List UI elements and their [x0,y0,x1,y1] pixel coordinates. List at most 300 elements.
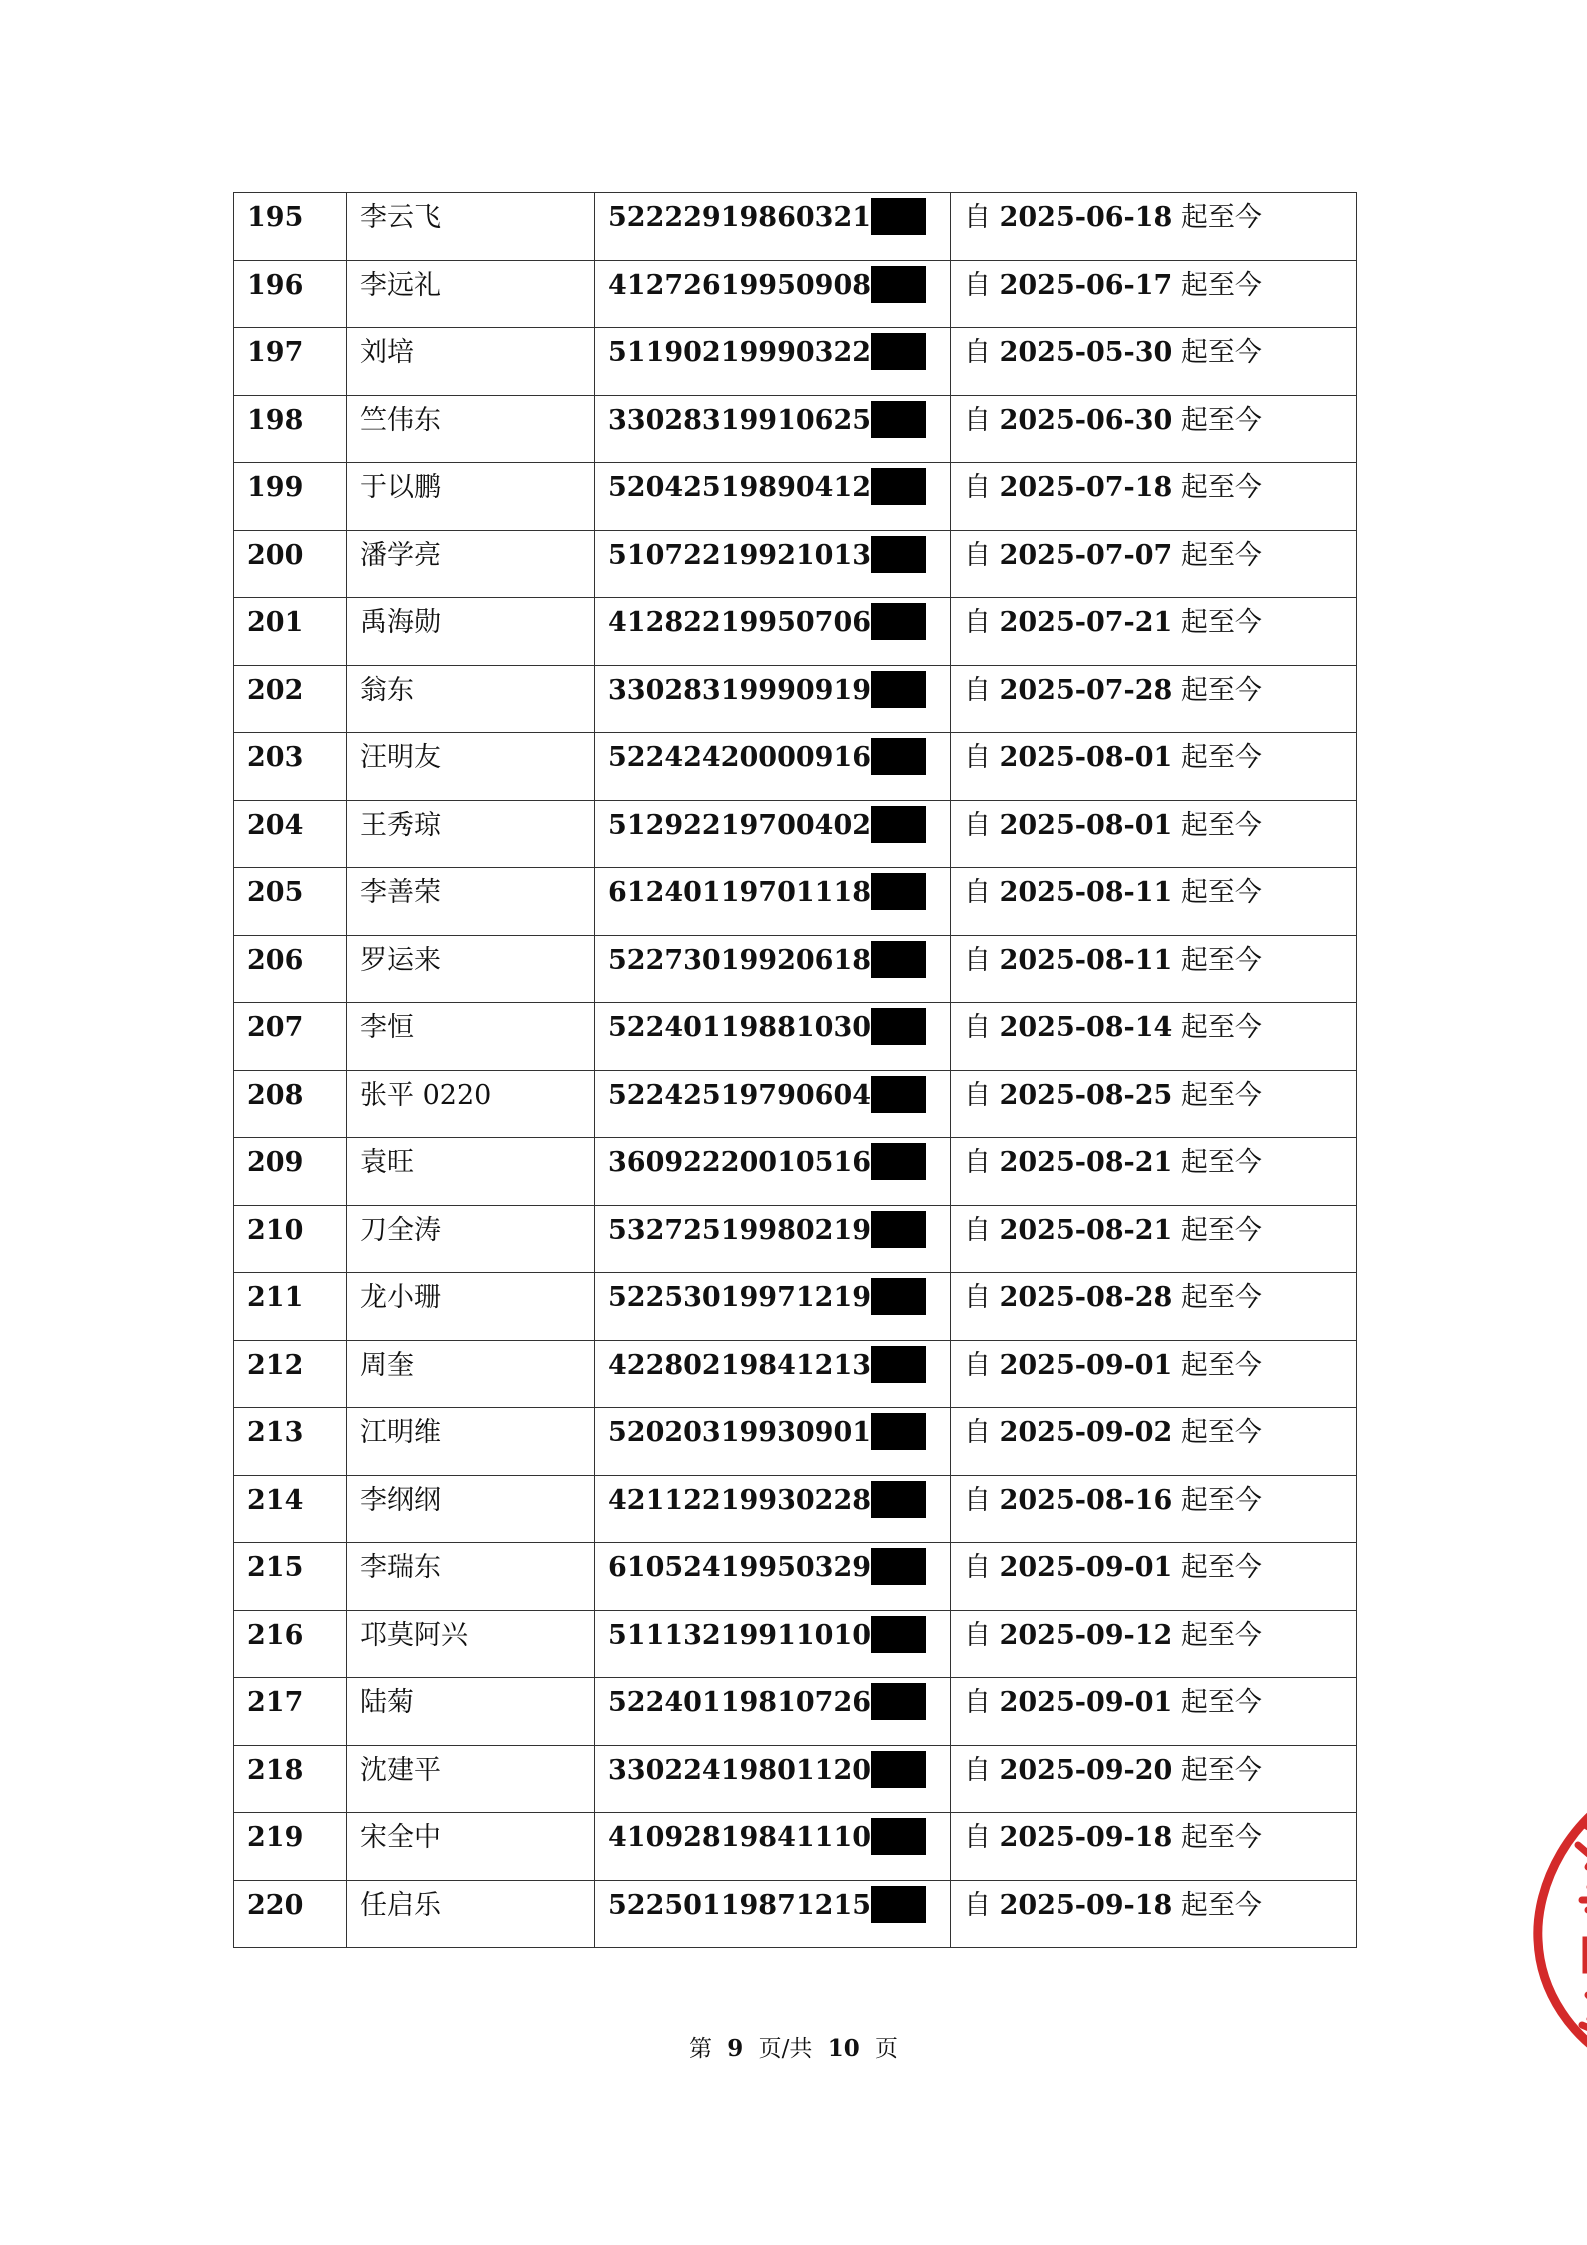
date-prefix: 自 [964,742,991,773]
date-prefix: 自 [964,607,991,638]
id-number-cell [595,1003,951,1071]
id-number: 52240119881030 [608,1012,872,1043]
date-cell [951,328,1357,396]
date-suffix: 起至今 [1180,1822,1262,1853]
date-cell [951,935,1357,1003]
date-cell [951,1610,1357,1678]
date-cell [951,260,1357,328]
name-cell [347,193,595,261]
id-number-wrap [608,1349,926,1383]
row-number-cell [234,1070,347,1138]
start-date: 2025-07-18 [999,472,1173,503]
redaction-block [871,603,926,640]
start-date: 2025-07-07 [999,539,1173,571]
date-suffix: 起至今 [1180,877,1262,908]
date-cell [951,1070,1357,1138]
id-number-cell [595,1138,951,1206]
table-row [234,1745,1357,1813]
row-number-cell [234,1745,347,1813]
id-number-cell [595,530,951,598]
date-cell [951,1745,1357,1813]
date-cell [951,1543,1357,1611]
row-number-cell [234,1205,347,1273]
person-name: 于以鹏 [360,472,441,503]
name-cell [347,1070,595,1138]
name-cell [347,1745,595,1813]
official-seal-stamp [1530,1775,1587,2075]
start-date: 2025-09-02 [999,1417,1173,1448]
date-suffix: 起至今 [1180,607,1262,638]
person-name: 任启乐 [360,1889,441,1921]
start-date: 2025-08-11 [999,877,1173,908]
id-number-wrap [608,204,926,235]
person-name: 张平 0220 [360,1079,492,1111]
id-number-wrap [608,404,926,438]
date-suffix: 起至今 [1180,1552,1262,1583]
date-prefix: 自 [964,1889,991,1921]
start-date: 2025-08-11 [999,944,1173,976]
id-number-wrap [608,1284,926,1315]
row-number-cell [234,665,347,733]
date-text [964,1619,1262,1651]
row-number: 209 [247,1147,304,1178]
row-number-cell [234,868,347,936]
redaction-block [871,941,926,978]
redaction-block [871,671,926,708]
name-cell [347,665,595,733]
row-number: 208 [247,1079,304,1111]
id-number-cell [595,328,951,396]
id-number-wrap [608,339,926,370]
date-cell [951,1880,1357,1948]
date-cell [951,463,1357,531]
id-number-cell [595,665,951,733]
person-name: 李云飞 [360,202,441,233]
id-number-wrap [608,1419,926,1450]
redaction-block [871,266,926,303]
person-name: 竺伟东 [360,404,441,436]
table-row [234,868,1357,936]
start-date: 2025-09-20 [999,1754,1173,1786]
row-number: 202 [247,674,304,706]
name-cell [347,1610,595,1678]
redaction-block [871,1143,926,1180]
id-number-wrap [608,1214,926,1248]
date-suffix: 起至今 [1180,472,1262,503]
name-cell [347,733,595,801]
redaction-block [871,333,926,370]
id-number-cell [595,1205,951,1273]
id-number-cell [595,1880,951,1948]
row-number-cell [234,260,347,328]
redaction-block [871,1751,926,1788]
date-prefix: 自 [964,674,991,706]
id-number-wrap [608,809,926,843]
row-number-cell [234,1475,347,1543]
row-number: 201 [247,607,304,638]
row-number: 218 [247,1754,304,1786]
redaction-block [871,1616,926,1653]
id-number-wrap [608,1554,926,1585]
id-number-wrap [608,1754,926,1788]
row-number: 216 [247,1619,304,1651]
date-text [964,539,1262,571]
row-number-cell [234,1678,347,1746]
redaction-block [871,806,926,843]
id-number: 41272619950908 [608,269,872,301]
row-number: 196 [247,269,304,301]
id-number-wrap [608,879,926,910]
id-number-wrap [608,539,926,573]
name-cell [347,598,595,666]
date-cell [951,1813,1357,1881]
name-cell [347,1340,595,1408]
row-number-cell [234,1408,347,1476]
table-row [234,1610,1357,1678]
start-date: 2025-07-21 [999,607,1173,638]
date-suffix: 起至今 [1180,1619,1262,1651]
id-number: 52250119871215 [608,1889,872,1921]
name-cell [347,463,595,531]
name-cell [347,1678,595,1746]
date-suffix: 起至今 [1180,1079,1262,1111]
id-number-cell [595,935,951,1003]
row-number: 203 [247,742,304,773]
redaction-block [871,1346,926,1383]
name-cell [347,1205,595,1273]
id-number: 52242420000916 [608,742,872,773]
redaction-block [871,1481,926,1518]
date-cell [951,598,1357,666]
date-prefix: 自 [964,1822,991,1853]
date-cell [951,530,1357,598]
date-text [964,1754,1262,1786]
date-suffix: 起至今 [1180,1889,1262,1921]
row-number-cell [234,193,347,261]
date-text [964,1889,1262,1921]
date-prefix: 自 [964,202,991,233]
date-cell [951,395,1357,463]
id-number-cell [595,1273,951,1341]
id-number: 52222919860321 [608,202,872,233]
row-number-cell [234,328,347,396]
id-number-wrap [608,1824,926,1855]
date-text [964,1014,1262,1041]
id-number-cell [595,260,951,328]
name-cell [347,800,595,868]
person-name: 周奎 [360,1349,414,1381]
id-number-wrap [608,474,926,505]
table-row [234,260,1357,328]
date-text [964,1214,1262,1246]
id-number-wrap [608,1619,926,1653]
date-cell [951,1475,1357,1543]
id-number-wrap [608,944,926,978]
id-number-wrap [608,1484,926,1518]
id-number: 42280219841213 [608,1349,872,1381]
date-prefix: 自 [964,809,991,841]
table-row [234,1340,1357,1408]
id-number: 61240119701118 [608,877,872,908]
date-suffix: 起至今 [1180,809,1262,841]
row-number: 210 [247,1214,304,1246]
id-number: 52273019920618 [608,944,872,976]
id-number-cell [595,598,951,666]
date-prefix: 自 [964,337,991,368]
table-row [234,1070,1357,1138]
row-number: 198 [247,404,304,436]
date-text [964,1484,1262,1516]
name-cell [347,1408,595,1476]
id-number: 41282219950706 [608,607,872,638]
table-row [234,193,1357,261]
date-suffix: 起至今 [1180,1417,1262,1448]
start-date: 2025-06-17 [999,269,1173,301]
redaction-block [871,1818,926,1855]
start-date: 2025-08-01 [999,809,1173,841]
redaction-block [871,468,926,505]
date-cell [951,1273,1357,1341]
date-prefix: 自 [964,1349,991,1381]
date-suffix: 起至今 [1180,1484,1262,1516]
row-number: 200 [247,539,304,571]
redaction-block [871,873,926,910]
start-date: 2025-09-18 [999,1889,1173,1921]
person-name: 沈建平 [360,1754,441,1786]
date-suffix: 起至今 [1180,1349,1262,1381]
date-suffix: 起至今 [1180,944,1262,976]
redaction-block [871,1076,926,1113]
start-date: 2025-05-30 [999,337,1173,368]
start-date: 2025-09-12 [999,1619,1173,1651]
redaction-block [871,401,926,438]
person-name: 翁东 [360,674,414,706]
person-name: 汪明友 [360,742,441,773]
redaction-block [871,1278,926,1315]
row-number-cell [234,1138,347,1206]
footer-middle: 页/共 [758,2036,813,2062]
table-row [234,1408,1357,1476]
id-number: 41092819841110 [608,1822,872,1853]
name-cell [347,1003,595,1071]
date-text [964,1349,1262,1381]
id-number-wrap [608,269,926,303]
date-cell [951,1003,1357,1071]
person-name: 禹海勋 [360,607,441,638]
table-row [234,1475,1357,1543]
id-number-cell [595,463,951,531]
start-date: 2025-09-01 [999,1687,1173,1718]
date-text [964,1824,1262,1851]
person-name: 龙小珊 [360,1282,441,1313]
row-number-cell [234,395,347,463]
start-date: 2025-08-14 [999,1012,1173,1043]
date-suffix: 起至今 [1180,674,1262,706]
date-text [964,944,1262,976]
id-number-cell [595,1813,951,1881]
id-number-cell [595,1340,951,1408]
id-number: 42112219930228 [608,1484,872,1516]
table-row [234,733,1357,801]
id-number: 53272519980219 [608,1214,872,1246]
row-number-cell [234,1880,347,1948]
person-name: 王秀琼 [360,809,441,841]
date-text [964,474,1262,501]
table-row [234,1678,1357,1746]
row-number: 207 [247,1012,304,1043]
redaction-block [871,1683,926,1720]
person-name: 江明维 [360,1417,441,1448]
id-number-wrap [608,1079,926,1113]
id-number-cell [595,1408,951,1476]
row-number-cell [234,1273,347,1341]
date-suffix: 起至今 [1180,1754,1262,1786]
name-cell [347,1543,595,1611]
table-row [234,665,1357,733]
name-cell [347,1138,595,1206]
id-number-cell [595,733,951,801]
start-date: 2025-09-01 [999,1552,1173,1583]
row-number: 219 [247,1822,304,1853]
person-name: 潘学亮 [360,539,441,571]
person-name: 李恒 [360,1012,414,1043]
date-text [964,1554,1262,1581]
date-text [964,1149,1262,1176]
row-number-cell [234,935,347,1003]
date-suffix: 起至今 [1180,1214,1262,1246]
name-cell [347,935,595,1003]
date-text [964,204,1262,231]
id-number: 33028319990919 [608,674,872,706]
start-date: 2025-08-25 [999,1079,1173,1111]
page-footer [0,2030,1587,2063]
person-name: 陆菊 [360,1687,414,1718]
id-number-cell [595,800,951,868]
redaction-block [871,1211,926,1248]
row-number-cell [234,463,347,531]
date-text [964,339,1262,366]
id-number: 33022419801120 [608,1754,872,1786]
id-number-wrap [608,744,926,775]
start-date: 2025-08-01 [999,742,1173,773]
table-row [234,1880,1357,1948]
row-number: 213 [247,1417,304,1448]
id-number-wrap [608,1014,926,1045]
start-date: 2025-08-28 [999,1282,1173,1313]
start-date: 2025-08-21 [999,1147,1173,1178]
date-cell [951,1138,1357,1206]
row-number: 214 [247,1484,304,1516]
date-text [964,1079,1262,1111]
table-row [234,935,1357,1003]
id-number: 33028319910625 [608,404,872,436]
date-suffix: 起至今 [1180,1687,1262,1718]
id-number-cell [595,868,951,936]
id-number-cell [595,1610,951,1678]
date-suffix: 起至今 [1180,269,1262,301]
redaction-block [871,1008,926,1045]
row-number-cell [234,1813,347,1881]
start-date: 2025-09-01 [999,1349,1173,1381]
date-prefix: 自 [964,1214,991,1246]
date-prefix: 自 [964,269,991,301]
table-row [234,463,1357,531]
person-name: 李远礼 [360,269,441,301]
redaction-block [871,536,926,573]
id-number-wrap [608,1689,926,1720]
date-prefix: 自 [964,1619,991,1651]
person-name: 李纲纲 [360,1484,441,1516]
id-number-wrap [608,609,926,640]
name-cell [347,530,595,598]
table-row [234,800,1357,868]
row-number-cell [234,733,347,801]
start-date: 2025-08-16 [999,1484,1173,1516]
table-row [234,530,1357,598]
person-name: 李瑞东 [360,1552,441,1583]
date-suffix: 起至今 [1180,742,1262,773]
table-row [234,1205,1357,1273]
id-number-cell [595,193,951,261]
row-number: 197 [247,337,304,368]
date-prefix: 自 [964,1282,991,1313]
date-cell [951,665,1357,733]
footer-prefix: 第 [688,2036,712,2062]
person-name: 李善荣 [360,877,441,908]
person-name: 邛莫阿兴 [360,1619,468,1651]
name-cell [347,260,595,328]
date-text [964,1689,1262,1716]
date-prefix: 自 [964,539,991,571]
id-number-wrap [608,1149,926,1180]
date-prefix: 自 [964,877,991,908]
row-number: 204 [247,809,304,841]
date-cell [951,1678,1357,1746]
date-text [964,269,1262,301]
row-number: 206 [247,944,304,976]
date-suffix: 起至今 [1180,404,1262,436]
row-number: 199 [247,472,304,503]
start-date: 2025-07-28 [999,674,1173,706]
id-number-wrap [608,674,926,708]
date-cell [951,868,1357,936]
date-prefix: 自 [964,1012,991,1043]
redaction-block [871,1886,926,1923]
start-date: 2025-08-21 [999,1214,1173,1246]
id-number: 51292219700402 [608,809,872,841]
row-number: 215 [247,1552,304,1583]
date-text [964,404,1262,436]
date-prefix: 自 [964,1552,991,1583]
start-date: 2025-09-18 [999,1822,1173,1853]
date-cell [951,193,1357,261]
date-cell [951,1408,1357,1476]
row-number: 212 [247,1349,304,1381]
date-suffix: 起至今 [1180,1282,1262,1313]
id-number: 61052419950329 [608,1552,872,1583]
row-number: 220 [247,1889,304,1921]
date-text [964,674,1262,706]
row-number: 217 [247,1687,304,1718]
date-text [964,1419,1262,1446]
date-cell [951,733,1357,801]
date-text [964,879,1262,906]
date-suffix: 起至今 [1180,202,1262,233]
id-number: 52242519790604 [608,1079,872,1111]
table-row [234,328,1357,396]
id-number-cell [595,1475,951,1543]
date-suffix: 起至今 [1180,1147,1262,1178]
